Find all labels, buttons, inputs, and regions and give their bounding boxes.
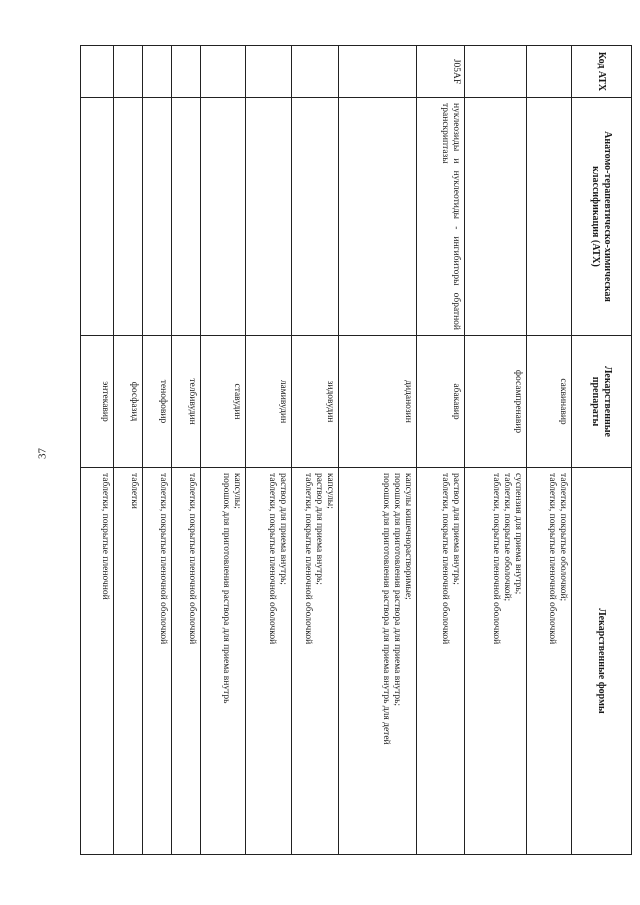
dosage-forms-cell (81, 468, 114, 855)
atc-code-cell (113, 46, 142, 98)
dosage-forms-cell (142, 468, 171, 855)
atc-table (80, 45, 632, 855)
classification-cell (246, 98, 291, 336)
table-row (339, 46, 417, 855)
dosage-form-line: раствор для приема внутрь; (450, 473, 461, 585)
atc-code-cell (171, 46, 200, 98)
drug-name-cell: ламивудин (246, 336, 291, 468)
rotated-table-container (80, 45, 632, 854)
table-row (291, 46, 339, 855)
drug-name-cell: телбивудин (171, 336, 200, 468)
drug-name-cell: фосфазид (113, 336, 142, 468)
dosage-form-line: таблетки, покрытые пленочной оболочкой (303, 473, 314, 645)
dosage-forms-cell (417, 468, 465, 855)
drug-name-cell: саквинавир (526, 336, 571, 468)
drug-name-cell: зидовудин (291, 336, 339, 468)
classification-cell (113, 98, 142, 336)
table-row (464, 46, 526, 855)
dosage-form-line: таблетки, покрытые пленочной оболочкой (266, 473, 277, 645)
atc-code-cell: J05AF (417, 46, 465, 98)
page-number: 37 (36, 448, 49, 459)
dosage-form-line: капсулы кишечнорастворимые; (403, 473, 414, 600)
classification-cell (171, 98, 200, 336)
dosage-forms-cell (339, 468, 417, 855)
dosage-form-line: таблетки, покрытые пленочной (99, 473, 110, 600)
table-row (142, 46, 171, 855)
drug-name-cell: ставудин (201, 336, 246, 468)
dosage-form-line: таблетки, покрытые оболочкой; (558, 473, 568, 602)
dosage-form-line: таблетки, покрытые оболочкой; (501, 473, 512, 602)
table-row (113, 46, 142, 855)
table-row (201, 46, 246, 855)
dosage-forms-cell (246, 468, 291, 855)
table-header-row (572, 46, 632, 855)
dosage-form-line: таблетки, покрытые пленочной оболочкой (490, 473, 501, 645)
dosage-form-line: капсулы; (325, 473, 336, 509)
classification-cell (339, 98, 417, 336)
classification-cell (526, 98, 571, 336)
atc-code-cell (291, 46, 339, 98)
drug-name-cell: диданозин (339, 336, 417, 468)
dosage-form-line: таблетки, покрытые пленочной оболочкой (187, 473, 198, 645)
header-code: Код АТХ (572, 46, 632, 98)
dosage-forms-cell (113, 468, 142, 855)
classification-cell (201, 98, 246, 336)
drug-name-cell: абакавир (417, 336, 465, 468)
dosage-form-line: таблетки, покрытые пленочной оболочкой (157, 473, 168, 645)
atc-code-cell (339, 46, 417, 98)
header-classification: Анатомо-терапевтическо-химическая классификация (АТХ) (572, 98, 632, 336)
header-drugs: Лекарственные препараты (572, 336, 632, 468)
dosage-forms-cell (464, 468, 526, 855)
drug-name-cell: тенофовир (142, 336, 171, 468)
table-row (246, 46, 291, 855)
classification-cell (291, 98, 339, 336)
atc-code-cell (464, 46, 526, 98)
table-row (171, 46, 200, 855)
dosage-form-line: порошок для приготовления раствора для приема внутрь; (392, 473, 403, 707)
dosage-form-line: таблетки, покрытые пленочной оболочкой (547, 473, 557, 645)
dosage-forms-cell (201, 468, 246, 855)
classification-cell (464, 98, 526, 336)
table-row (81, 46, 114, 855)
dosage-form-line: капсулы; (232, 473, 243, 509)
classification-cell (81, 98, 114, 336)
dosage-form-line: порошок для приготовления раствора для приема внутрь (221, 473, 232, 704)
dosage-forms-cell (526, 468, 571, 855)
dosage-form-line: суспензия для приема внутрь; (512, 473, 523, 595)
atc-code-cell (246, 46, 291, 98)
dosage-forms-cell (171, 468, 200, 855)
header-forms: Лекарственные формы (572, 468, 632, 855)
dosage-form-line: порошок для приготовления раствора для приема внутрь для детей (381, 473, 392, 745)
table-row (526, 46, 571, 855)
atc-code-cell (201, 46, 246, 98)
atc-code-cell (81, 46, 114, 98)
drug-name-cell: фосампренавир (464, 336, 526, 468)
atc-code-cell (142, 46, 171, 98)
drug-name-cell: энтекавир (81, 336, 114, 468)
atc-code-cell (526, 46, 571, 98)
classification-cell (142, 98, 171, 336)
dosage-form-line: раствор для приема внутрь; (277, 473, 288, 585)
classification-cell: нуклеозиды и нуклеотиды - ингибиторы обратной транскриптазы (417, 98, 465, 336)
dosage-form-line: таблетки (128, 473, 139, 509)
table-row (417, 46, 465, 855)
dosage-form-line: раствор для приема внутрь; (314, 473, 325, 585)
dosage-form-line: таблетки, покрытые пленочной оболочкой (439, 473, 450, 645)
dosage-forms-cell (291, 468, 339, 855)
